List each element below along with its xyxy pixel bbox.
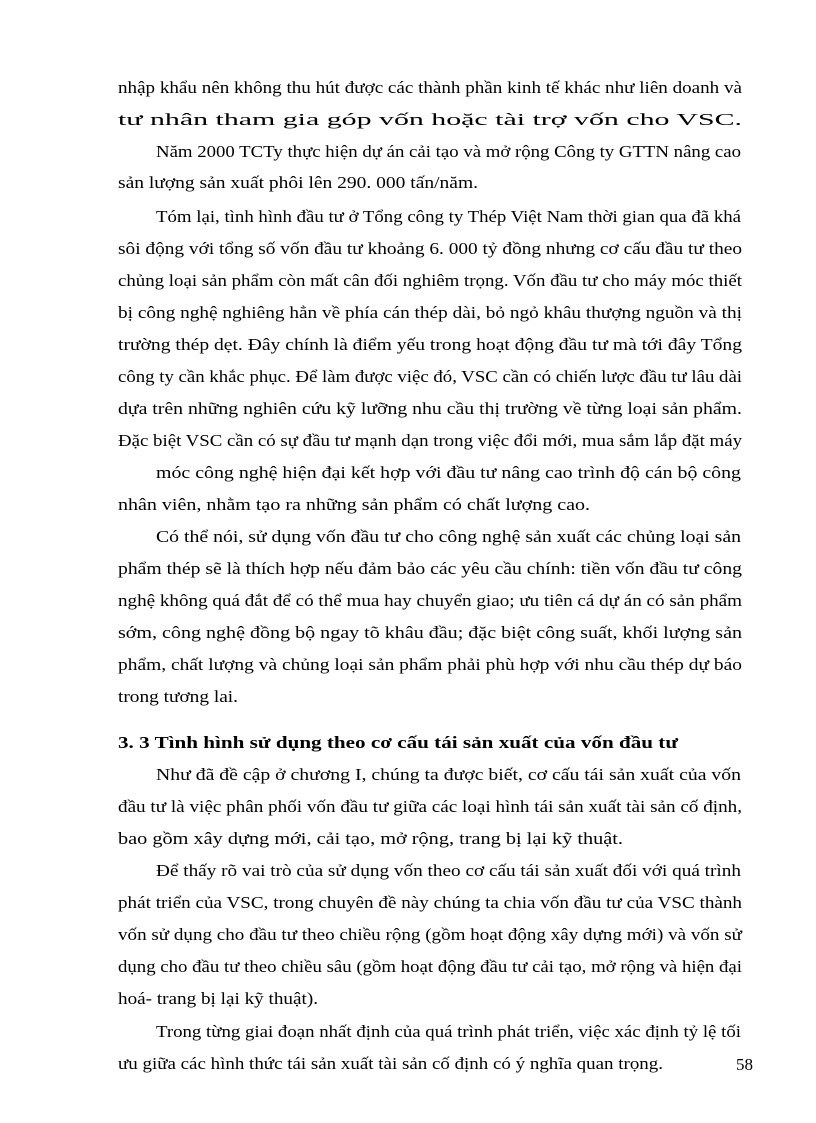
text-line: ưu giữa các hình thức tái sản xuất tài sản cố định có ý nghĩa quan trọng. xyxy=(118,1054,663,1073)
text-line: Năm 2000 TCTy thực hiện dự án cải tạo và mở rộng Công ty GTTN nâng cao xyxy=(156,142,741,161)
text-line: bị công nghệ nghiêng hẳn về phía cán thép dài, bỏ ngỏ khâu thượng nguồn và thị xyxy=(118,303,742,322)
text-line: phẩm, chất lượng và chủng loại sản phẩm phải phù hợp với nhu cầu thép dự báo xyxy=(118,655,742,674)
section-heading: 3. 3 Tình hình sử dụng theo cơ cấu tái sản xuất của vốn đầu tư xyxy=(118,733,678,752)
text-line: nhập khẩu nên không thu hút được các thành phần kinh tế khác như liên doanh và xyxy=(118,78,742,97)
text-line: Để thấy rõ vai trò của sử dụng vốn theo cơ cấu tái sản xuất đối với quá trình xyxy=(156,861,741,880)
text-line: Như đã đề cập ở chương I, chúng ta được biết, cơ cấu tái sản xuất của vốn xyxy=(156,765,741,784)
text-line: Có thể nói, sử dụng vốn đầu tư cho công nghệ sản xuất các chủng loại sản xyxy=(156,527,741,546)
text-line: chủng loại sản phẩm còn mất cân đối nghiêm trọng. Vốn đầu tư cho máy móc thiết xyxy=(118,271,742,290)
text-line: sản lượng sản xuất phôi lên 290. 000 tấn/năm. xyxy=(118,173,478,192)
text-line: bao gồm xây dựng mới, cải tạo, mở rộng, trang bị lại kỹ thuật. xyxy=(118,829,623,848)
text-line: nhân viên, nhằm tạo ra những sản phẩm có chất lượng cao. xyxy=(118,495,590,514)
text-line: Trong từng giai đoạn nhất định của quá trình phát triển, việc xác định tỷ lệ tối xyxy=(156,1022,741,1041)
text-line: hoá- trang bị lại kỹ thuật). xyxy=(118,989,318,1008)
text-line: phát triển của VSC, trong chuyên đề này chúng ta chia vốn đầu tư của VSC thành xyxy=(118,893,742,912)
text-line: móc công nghệ hiện đại kết hợp với đầu tư nâng cao trình độ cán bộ công xyxy=(156,463,741,482)
page-number: 58 xyxy=(736,1055,753,1074)
text-line: trong tương lai. xyxy=(118,687,238,706)
text-line: tư nhân tham gia góp vốn hoặc tài trợ vốn cho VSC. xyxy=(118,110,742,129)
text-line: Đặc biệt VSC cần có sự đầu tư mạnh dạn trong việc đổi mới, mua sắm lắp đặt máy xyxy=(118,431,742,450)
text-line: dụng cho đầu tư theo chiều sâu (gồm hoạt động đầu tư cải tạo, mở rộng và hiện đại xyxy=(118,957,742,976)
text-line: phẩm thép sẽ là thích hợp nếu đảm bảo các yêu cầu chính: tiền vốn đầu tư công xyxy=(118,559,742,578)
text-line: trường thép dẹt. Đây chính là điểm yếu trong hoạt động đầu tư mà tới đây Tổng xyxy=(118,335,742,354)
text-line: vốn sử dụng cho đầu tư theo chiều rộng (gồm hoạt động xây dựng mới) và vốn sử xyxy=(118,925,742,944)
text-line: công ty cần khắc phục. Để làm được việc đó, VSC cần có chiến lược đầu tư lâu dài xyxy=(118,367,742,386)
text-line: đầu tư là việc phân phối vốn đầu tư giữa các loại hình tái sản xuất tài sản cố định, xyxy=(118,797,742,816)
text-line: sôi động với tổng số vốn đầu tư khoảng 6. 000 tỷ đồng nhưng cơ cấu đầu tư theo xyxy=(118,239,742,258)
text-line: Tóm lại, tình hình đầu tư ở Tổng công ty Thép Việt Nam thời gian qua đã khá xyxy=(156,207,741,226)
text-line: nghệ không quá đắt để có thể mua hay chuyển giao; ưu tiên cá dự án có sản phẩm xyxy=(118,591,742,610)
text-line: sớm, công nghệ đồng bộ ngay tõ khâu đầu; đặc biệt công suất, khối lượng sản xyxy=(118,623,742,642)
text-line: dựa trên những nghiên cứu kỹ lưỡng nhu cầu thị trường về từng loại sản phẩm. xyxy=(118,399,742,418)
